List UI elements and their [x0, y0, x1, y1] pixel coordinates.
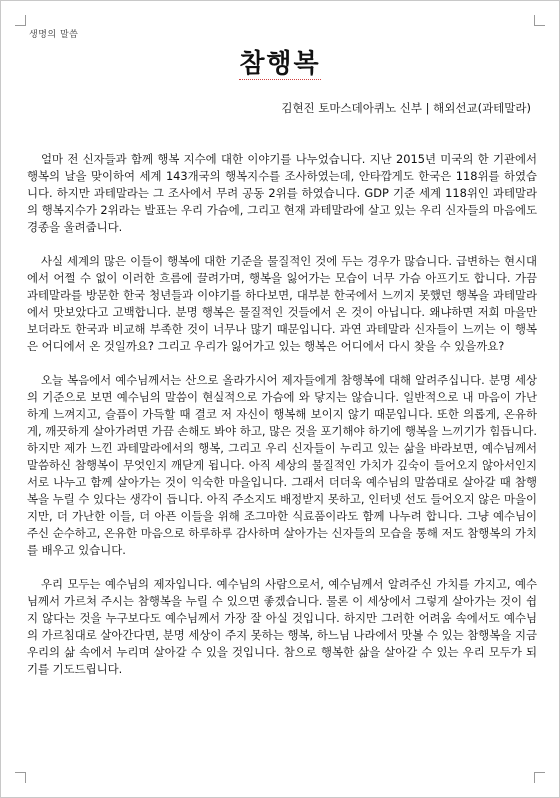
page-title: [1, 43, 559, 80]
paragraph-1: 얼마 전 신자들과 함께 행복 지수에 대한 이야기를 나누었습니다. 지난 2015년 미국의 한 기관에서 행복의 날을 맞이하여 세계 143개국의 행복지수를 조사하였는데, 안타깝게도 한국은 118위를 하였습니다. 하지만 과테말라는 그 조사에서 무려 공동 2위를 하였습니다. GDP 기준 세계 118위인 과테말라의 행복지수가 2위라는 발표는 우리 가슴에, 그리고 현재 과테말라에 살고 있는 우리 신자들의 마음에도 경종을 울려줍니다.: [27, 152, 537, 234]
crop-mark-bottom-left: [15, 772, 26, 783]
paragraph-2: 사실 세계의 많은 이들이 행복에 대한 기준을 물질적인 것에 두는 경우가 많습니다. 급변하는 현시대에서 어쩔 수 없이 이러한 흐름에 끌려가며, 행복을 잃어가는 모습이 너무 가슴 아프기도 합니다. 가끔 과테말라를 방문한 한국 청년들과 이야기를 하다보면, 대부분 한국에서 느끼지 못했던 행복을 과테말라에서 맛보았다고 고백합니다. 분명 행복은 물질적인 것들에서 온 것이 아닙니다. 왜냐하면 저희 마을만 보더라도 한국과 비교해 부족한 것이 너무나 많기 때문입니다. 과연 과테말라 신자들이 느끼는 이 행복은 어디에서 온 것일까요? 그리고 우리가 잃어가고 있는 행복은 어디에서 다시 찾을 수 있을까요?: [27, 254, 537, 353]
paragraph-4: 우리 모두는 예수님의 제자입니다. 예수님의 사람으로서, 예수님께서 알려주신 가치를 가지고, 예수님께서 가르쳐 주시는 참행복을 누릴 수 있으면 좋겠습니다. 물론 이 세상에서 그렇게 살아가는 것이 쉽지 않다는 것을 누구보다도 예수님께서 가장 잘 아실 것입니다. 하지만 그러한 어려움 속에서도 예수님의 가르침대로 살아간다면, 분명 세상이 주지 못하는 행복, 하느님 나라에서 맛볼 수 있는 참행복을 지금 우리의 삶 속에서 누리며 살아갈 수 있을 것입니다. 참으로 행복한 삶을 살아갈 수 있는 우리 모두가 되기를 기도드립니다.: [27, 577, 537, 676]
article-body: [27, 151, 537, 678]
crop-mark-bottom-right: [534, 772, 545, 783]
section-label: 생명의 말씀: [29, 30, 79, 40]
title-text: 참행복: [239, 49, 321, 79]
crop-mark-top-left: [15, 15, 26, 26]
author-byline: 김현진 토마스데아퀴노 신부 | 해외선교(과테말라): [281, 101, 531, 115]
crop-mark-top-right: [534, 15, 545, 26]
paragraph-3: 오늘 복음에서 예수님께서는 산으로 올라가시어 제자들에게 참행복에 대해 알려주십니다. 분명 세상의 기준으로 보면 예수님의 말씀이 현실적으로 가슴에 와 닿지는 않습니다. 일반적으로 내 마음이 가난하게 느껴지고, 슬픔이 가득할 때 결코 저 자신이 행복해 보이지 않기 때문입니다. 또한 의롭게, 온유하게, 깨끗하게 살아가려면 가끔 손해도 봐야 하고, 많은 것을 포기해야 하기에 행복을 느끼기가 힘듭니다. 하지만 제가 느낀 과테말라에서의 행복, 그리고 우리 신자들이 누리고 있는 삶을 바라보면, 예수님께서 말씀하신 참행복이 무엇인지 깨닫게 됩니다. 아직 세상의 물질적인 가치가 깊숙이 들어오지 않아서인지 서로 나누고 함께 살아가는 것이 익숙한 마을입니다. 그래서 더더욱 예수님의 말씀대로 살아갈 때 참행복을 누릴 수 있다는 생각이 듭니다. 아직 주소지도 배정받지 못하고, 인터넷 선도 들어오지 않은 마을이지만, 더 가난한 이들, 더 아픈 이들을 위해 조그마한 식료품이라도 함께 나누려 합니다. 그냥 예수님이 주신 순수하고, 온유한 마음으로 하루하루 감사하며 살아가는 신자들의 모습을 통해 저도 참행복의 가치를 배우고 있습니다.: [27, 373, 537, 557]
